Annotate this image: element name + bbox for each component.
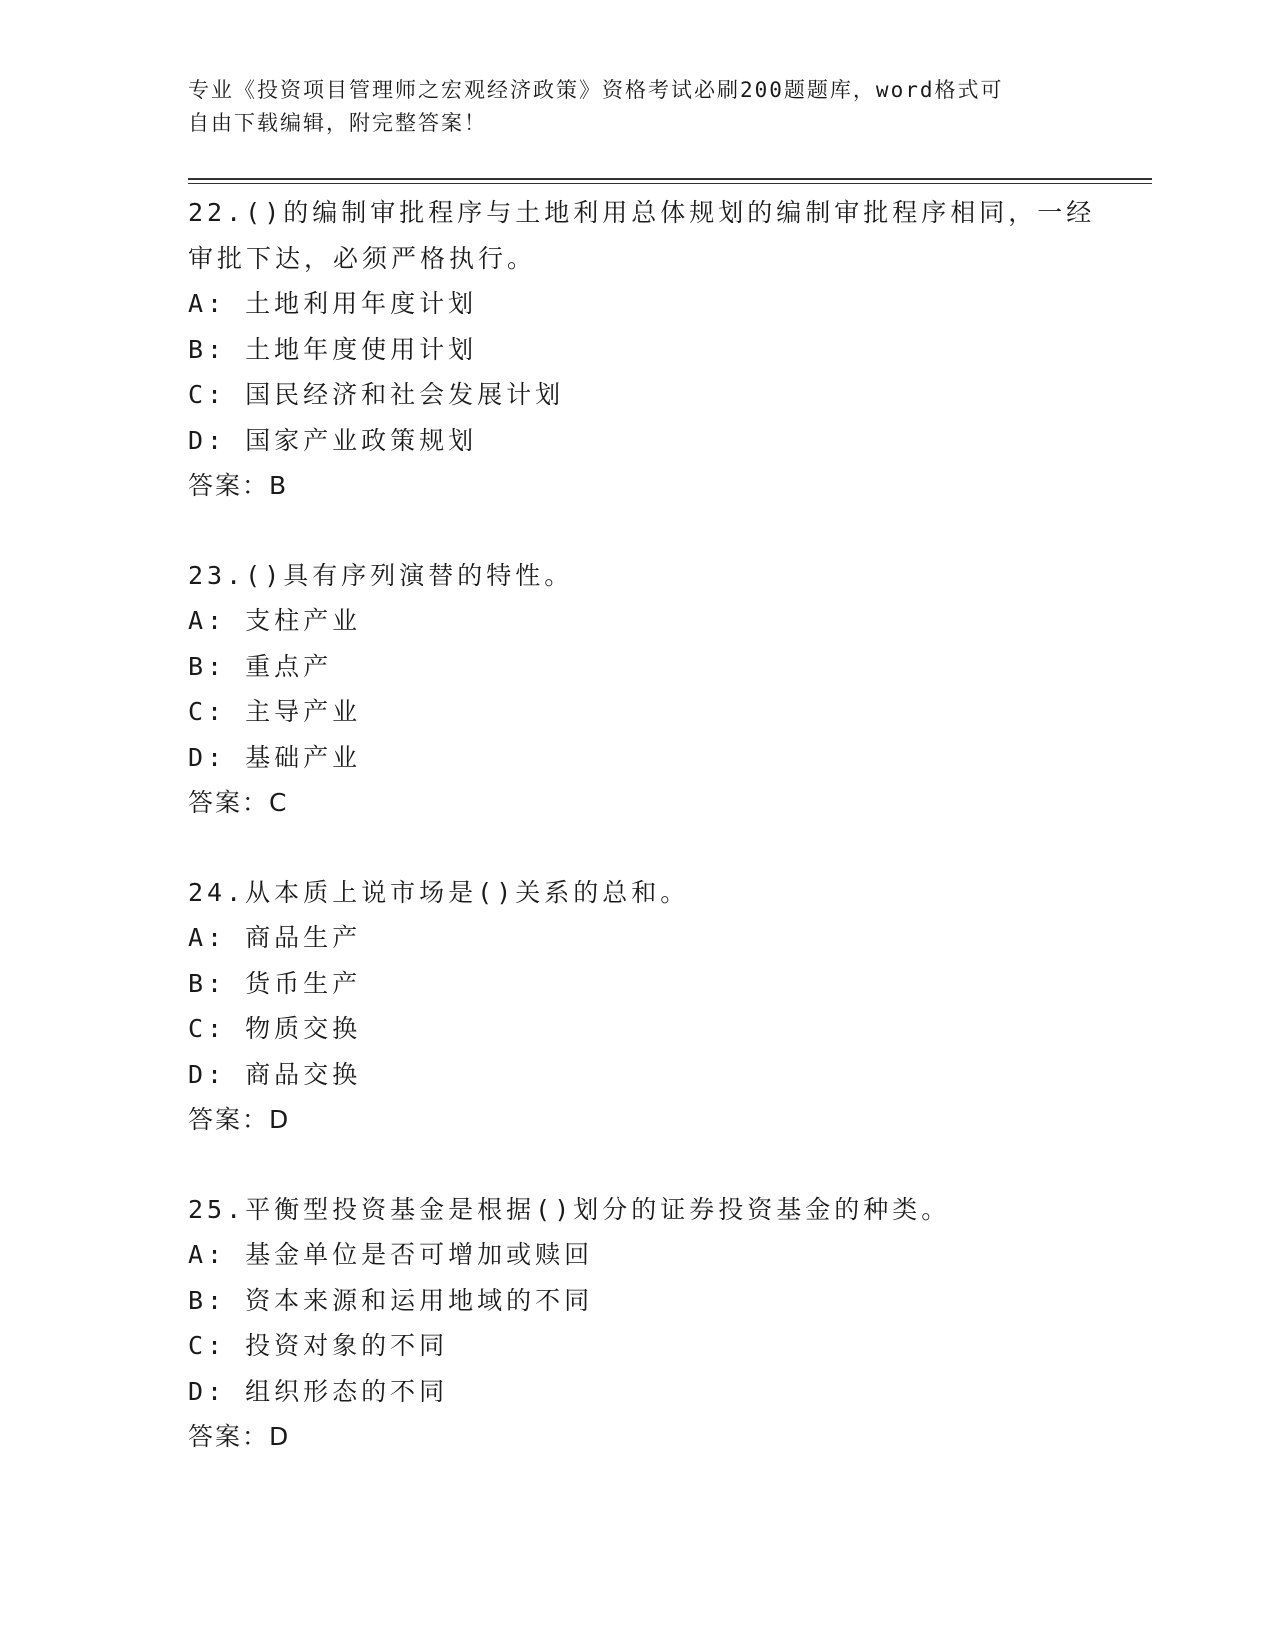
question-23 <box>188 553 1108 826</box>
option-d: D: 组织形态的不同 <box>188 1376 449 1406</box>
option-d: D: 国家产业政策规划 <box>188 425 478 455</box>
question-stem: 23.()具有序列演替的特性。 <box>188 560 574 590</box>
option-c: C: 主导产业 <box>188 697 362 726</box>
header-rule-thin <box>188 183 1152 184</box>
answer: 答案：C <box>188 788 289 817</box>
question-stem: 25.平衡型投资基金是根据()划分的证券投资基金的种类。 <box>188 1194 951 1224</box>
option-b: B: 资本来源和运用地域的不同 <box>188 1285 594 1315</box>
answer: 答案：D <box>188 1105 291 1134</box>
option-c: C: 国民经济和社会发展计划 <box>188 380 565 409</box>
option-d: D: 商品交换 <box>188 1059 362 1089</box>
option-c: C: 投资对象的不同 <box>188 1331 449 1360</box>
header-rule-thick <box>188 178 1152 180</box>
question-22 <box>188 190 1108 509</box>
option-a: A: 基金单位是否可增加或赎回 <box>188 1240 594 1269</box>
question-24 <box>188 870 1108 1143</box>
question-stem-continued: 审批下达，必须严格执行。 <box>188 243 537 273</box>
answer: 答案：B <box>188 471 289 500</box>
question-25 <box>188 1187 1108 1460</box>
option-b: B: 土地年度使用计划 <box>188 334 478 364</box>
option-a: A: 商品生产 <box>188 923 362 952</box>
option-a: A: 支柱产业 <box>188 606 362 635</box>
question-list <box>188 190 1108 1504</box>
header-line-2: 自由下载编辑，附完整答案！ <box>188 111 487 135</box>
option-b: B: 货币生产 <box>188 968 362 998</box>
option-a: A: 土地利用年度计划 <box>188 289 478 318</box>
question-stem: 22.()的编制审批程序与土地利用总体规划的编制审批程序相同，一经 <box>188 198 1096 227</box>
document-header <box>188 74 1088 140</box>
question-stem: 24.从本质上说市场是()关系的总和。 <box>188 877 690 907</box>
option-b: B: 重点产 <box>188 651 333 681</box>
header-line-1: 专业《投资项目管理师之宏观经济政策》资格考试必刷200题题库，word格式可 <box>188 78 1004 102</box>
option-c: C: 物质交换 <box>188 1014 362 1043</box>
option-d: D: 基础产业 <box>188 742 362 772</box>
answer: 答案：D <box>188 1422 291 1451</box>
